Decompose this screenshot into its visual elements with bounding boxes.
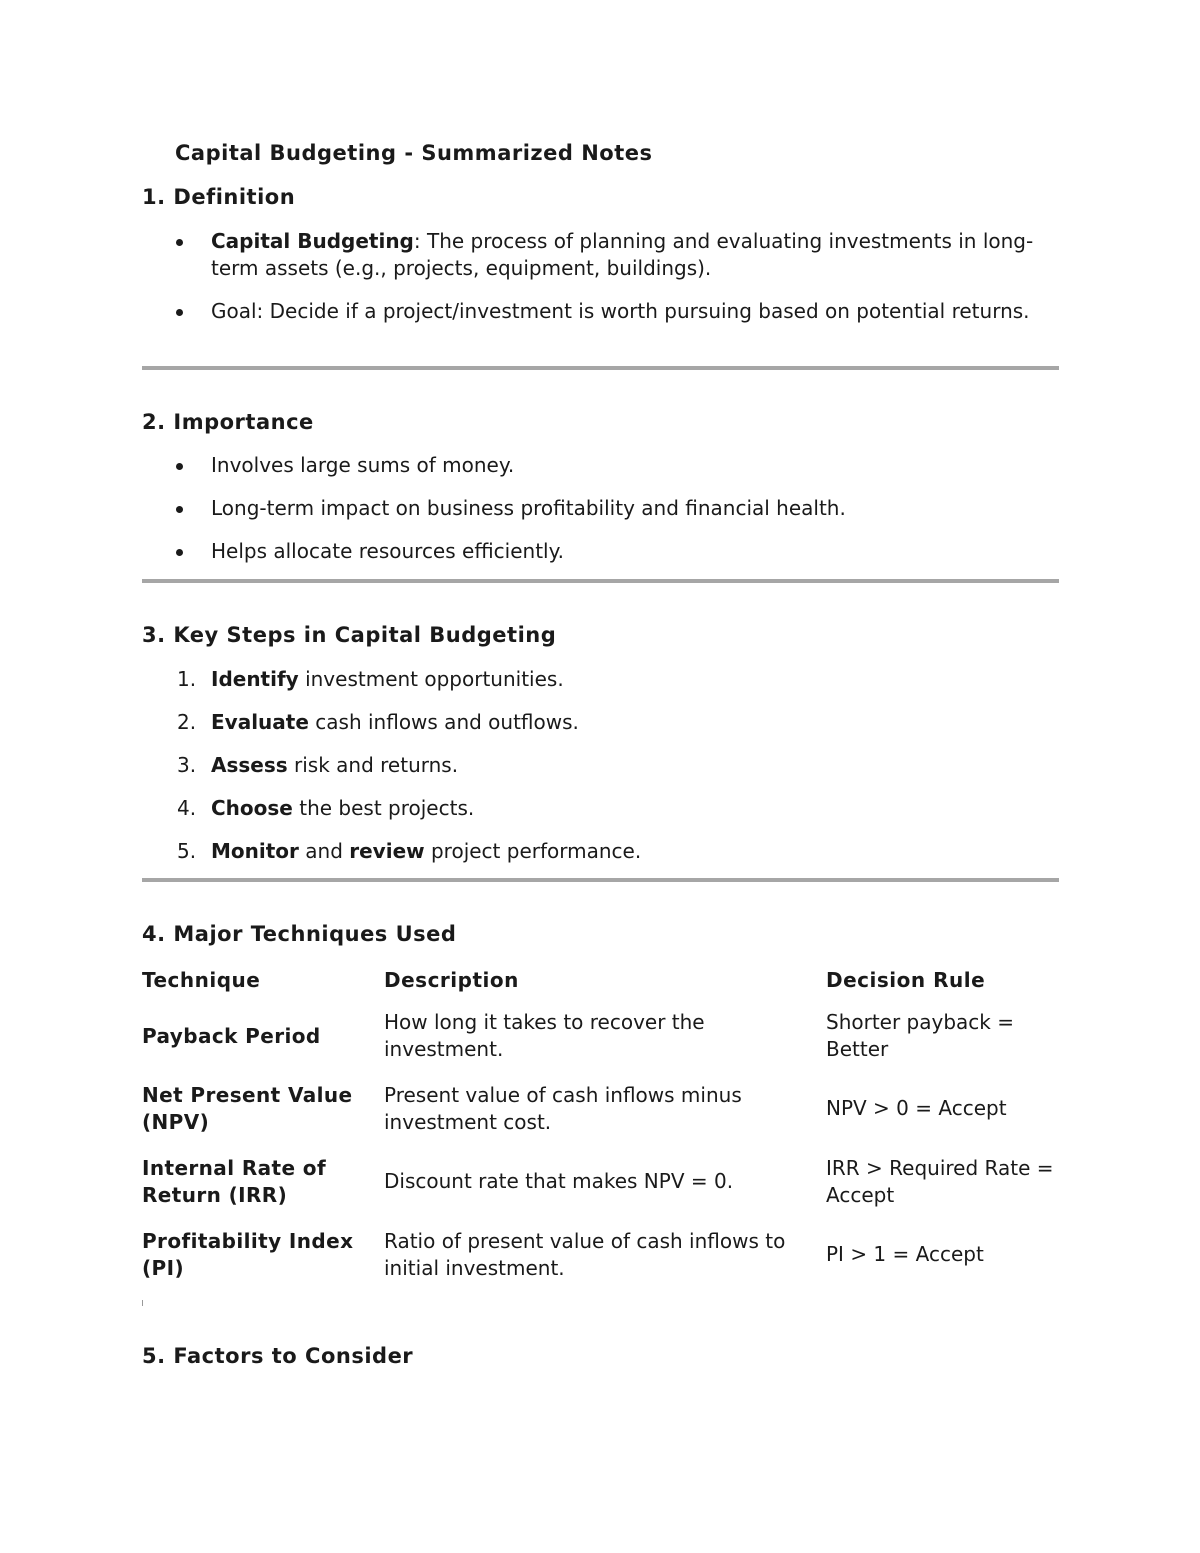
step-number: 1. — [177, 667, 197, 691]
rule-cell: NPV > 0 = Accept — [826, 1096, 1007, 1120]
technique-cell: Payback Period — [142, 1023, 321, 1048]
definition-text: : The process of planning and evaluating investments in long-term assets (e.g., projects, equipment, buildings). — [211, 229, 1034, 280]
techniques-table — [142, 960, 1059, 1291]
bullet-icon — [176, 463, 183, 470]
step-text: project performance. — [424, 839, 642, 863]
table-row — [142, 1218, 1059, 1291]
section-heading-key-steps: 3. Key Steps in Capital Budgeting — [142, 623, 557, 647]
step-text: investment opportunities. — [298, 667, 564, 691]
list-item — [142, 495, 1059, 522]
step-number: 5. — [177, 839, 197, 863]
section-divider — [142, 579, 1059, 583]
bullet-icon — [176, 506, 183, 513]
step-verb: Identify — [211, 667, 299, 691]
technique-cell: Internal Rate of Return (IRR) — [142, 1155, 327, 1207]
section-heading-techniques: 4. Major Techniques Used — [142, 922, 457, 946]
description-cell: Discount rate that makes NPV = 0. — [384, 1169, 734, 1193]
goal-text: Goal: Decide if a project/investment is worth pursuing based on potential returns. — [211, 299, 1030, 323]
table-row — [142, 1145, 1059, 1218]
steps-list — [142, 666, 1059, 881]
definition-list — [142, 228, 1059, 341]
list-item — [142, 298, 1059, 325]
text-cursor-mark — [142, 1300, 143, 1306]
step-verb-2: review — [349, 839, 425, 863]
step-item — [142, 709, 1059, 736]
table-header-row — [142, 960, 1059, 1000]
rule-cell: IRR > Required Rate = Accept — [826, 1155, 1054, 1207]
step-number: 3. — [177, 753, 197, 777]
section-heading-definition: 1. Definition — [142, 185, 296, 209]
step-verb: Choose — [211, 796, 293, 820]
document-title: Capital Budgeting - Summarized Notes — [175, 141, 653, 165]
rule-cell: Shorter payback = Better — [826, 1010, 1014, 1061]
description-cell: How long it takes to recover the investment. — [384, 1010, 705, 1061]
rule-cell: PI > 1 = Accept — [826, 1242, 984, 1266]
table-row — [142, 1072, 1059, 1145]
step-verb: Evaluate — [211, 710, 309, 734]
term-capital-budgeting: Capital Budgeting — [211, 229, 414, 253]
step-number: 2. — [177, 710, 197, 734]
importance-list — [142, 452, 1059, 581]
column-header-decision-rule: Decision Rule — [826, 968, 986, 992]
description-cell: Present value of cash inflows minus investment cost. — [384, 1082, 742, 1134]
list-item-text: Helps allocate resources efficiently. — [211, 539, 564, 563]
section-divider — [142, 366, 1059, 370]
step-text: cash inflows and outflows. — [308, 710, 579, 734]
step-verb: Monitor — [211, 839, 299, 863]
list-item — [142, 538, 1059, 565]
step-text: and — [298, 839, 350, 863]
step-item — [142, 838, 1059, 865]
bullet-icon — [176, 549, 183, 556]
list-item-text: Long-term impact on business profitability and financial health. — [211, 496, 846, 520]
list-item-text: Involves large sums of money. — [211, 453, 515, 477]
technique-cell: Profitability Index (PI) — [142, 1228, 354, 1280]
column-header-technique: Technique — [142, 968, 261, 992]
table-row — [142, 1000, 1059, 1072]
bullet-icon — [176, 309, 183, 316]
step-text: the best projects. — [292, 796, 475, 820]
section-divider — [142, 878, 1059, 882]
technique-cell: Net Present Value (NPV) — [142, 1082, 353, 1134]
column-header-description: Description — [384, 968, 519, 992]
step-item — [142, 752, 1059, 779]
step-number: 4. — [177, 796, 197, 820]
list-item — [142, 452, 1059, 479]
step-item — [142, 795, 1059, 822]
step-text: risk and returns. — [287, 753, 459, 777]
step-verb: Assess — [211, 753, 288, 777]
bullet-icon — [176, 239, 183, 246]
list-item — [142, 228, 1059, 282]
step-item — [142, 666, 1059, 693]
section-heading-importance: 2. Importance — [142, 410, 314, 434]
description-cell: Ratio of present value of cash inflows to initial investment. — [384, 1228, 786, 1280]
section-heading-factors: 5. Factors to Consider — [142, 1344, 414, 1368]
